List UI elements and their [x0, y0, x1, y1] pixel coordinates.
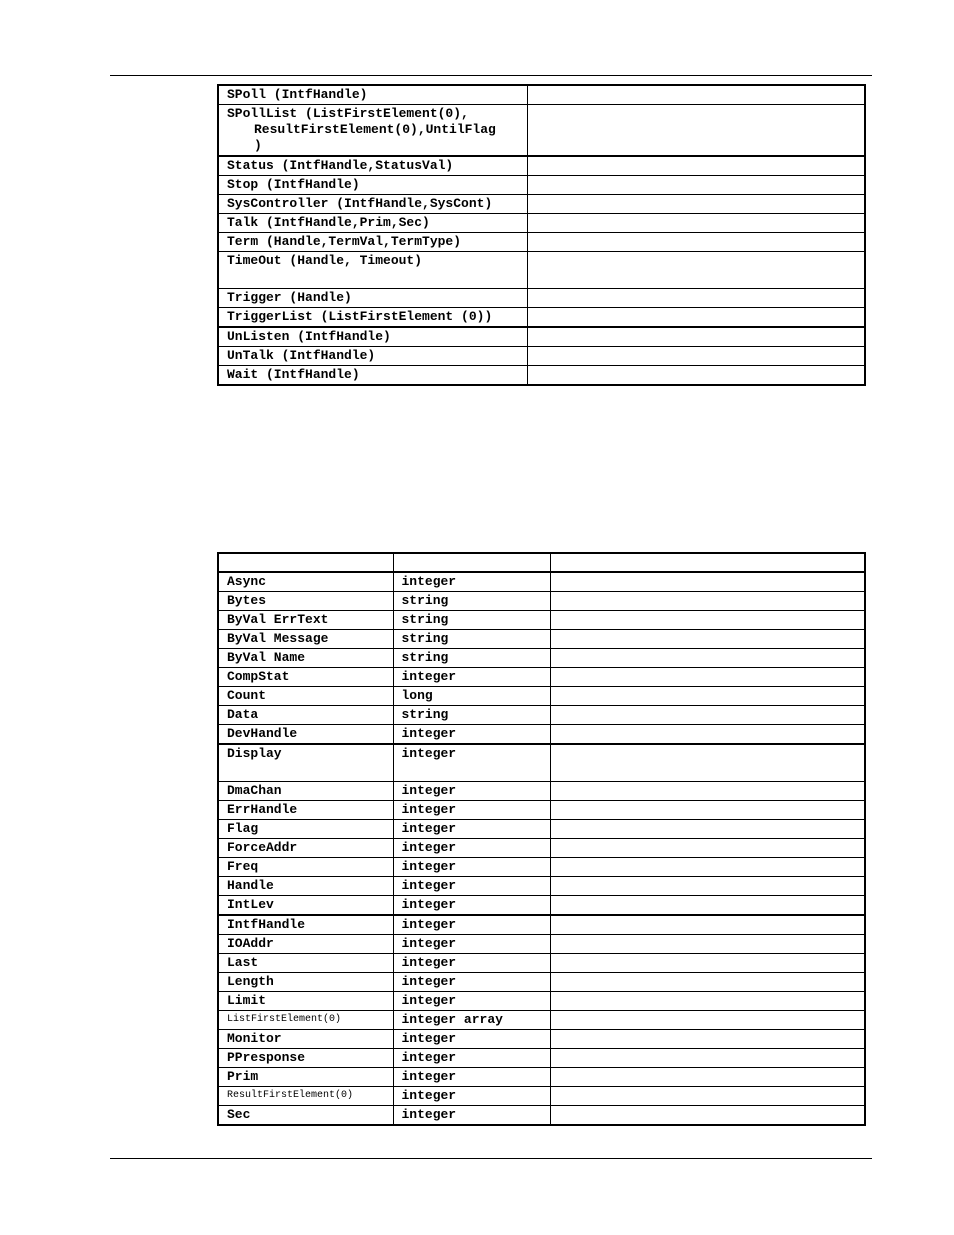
param-name: CompStat [218, 668, 393, 687]
param-name: ForceAddr [218, 838, 393, 857]
function-signature: TriggerList (ListFirstElement (0)) [218, 308, 527, 328]
table-row [218, 327, 865, 347]
param-name: Prim [218, 1067, 393, 1086]
header-cell-type [393, 553, 550, 572]
param-type: integer [393, 1067, 550, 1086]
param-description [550, 572, 865, 592]
param-description [550, 611, 865, 630]
param-description [550, 1029, 865, 1048]
table-row [218, 214, 865, 233]
table-row [218, 915, 865, 935]
param-description [550, 800, 865, 819]
table-row [218, 649, 865, 668]
param-name: Count [218, 687, 393, 706]
param-description [550, 1105, 865, 1125]
param-name: Freq [218, 857, 393, 876]
table-row [218, 857, 865, 876]
param-description [550, 725, 865, 745]
param-type: integer [393, 668, 550, 687]
function-description [527, 156, 865, 176]
param-name: IntLev [218, 895, 393, 915]
param-type: integer [393, 1105, 550, 1125]
param-description [550, 1067, 865, 1086]
table-row [218, 105, 865, 157]
param-type: integer [393, 1029, 550, 1048]
function-signature: SPoll (IntfHandle) [218, 85, 527, 105]
parameter-table [217, 552, 866, 1126]
table-row [218, 252, 865, 289]
param-type: integer [393, 744, 550, 781]
param-name: Async [218, 572, 393, 592]
param-type: integer array [393, 1010, 550, 1029]
param-description [550, 781, 865, 800]
function-description [527, 195, 865, 214]
function-description [527, 347, 865, 366]
table-row [218, 1067, 865, 1086]
function-description [527, 233, 865, 252]
table-row [218, 156, 865, 176]
table-row [218, 781, 865, 800]
param-name: Handle [218, 876, 393, 895]
param-name: ResultFirstElement(0) [218, 1086, 393, 1105]
param-name: Monitor [218, 1029, 393, 1048]
table-row [218, 1105, 865, 1125]
table-row [218, 668, 865, 687]
param-name: IntfHandle [218, 915, 393, 935]
param-name: Sec [218, 1105, 393, 1125]
param-type: integer [393, 1048, 550, 1067]
param-name: Limit [218, 991, 393, 1010]
param-description [550, 649, 865, 668]
param-type: integer [393, 857, 550, 876]
table-row [218, 744, 865, 781]
param-name: IOAddr [218, 934, 393, 953]
param-name: DevHandle [218, 725, 393, 745]
param-type: string [393, 649, 550, 668]
table-row [218, 347, 865, 366]
param-name: PPresponse [218, 1048, 393, 1067]
table-row [218, 366, 865, 386]
table-row [218, 233, 865, 252]
param-type: integer [393, 953, 550, 972]
table-row [218, 308, 865, 328]
table-row [218, 800, 865, 819]
param-type: integer [393, 725, 550, 745]
function-signature: Talk (IntfHandle,Prim,Sec) [218, 214, 527, 233]
table-row [218, 611, 865, 630]
param-type: integer [393, 876, 550, 895]
param-description [550, 934, 865, 953]
param-description [550, 744, 865, 781]
function-description [527, 214, 865, 233]
param-description [550, 668, 865, 687]
table-header-row [218, 553, 865, 572]
table-row [218, 991, 865, 1010]
param-type: string [393, 611, 550, 630]
function-signature: UnListen (IntfHandle) [218, 327, 527, 347]
table-row [218, 1086, 865, 1105]
param-name: Bytes [218, 592, 393, 611]
param-type: integer [393, 915, 550, 935]
param-type: string [393, 630, 550, 649]
param-type: string [393, 592, 550, 611]
function-description [527, 252, 865, 289]
function-signature: Term (Handle,TermVal,TermType) [218, 233, 527, 252]
param-name: ByVal ErrText [218, 611, 393, 630]
param-type: integer [393, 895, 550, 915]
param-type: integer [393, 991, 550, 1010]
function-description [527, 289, 865, 308]
header-cell-description [550, 553, 865, 572]
param-description [550, 1010, 865, 1029]
function-signature: Stop (IntfHandle) [218, 176, 527, 195]
param-description [550, 819, 865, 838]
param-type: integer [393, 819, 550, 838]
param-description [550, 991, 865, 1010]
function-description [527, 366, 865, 386]
param-description [550, 895, 865, 915]
param-name: ByVal Message [218, 630, 393, 649]
function-table [217, 84, 866, 386]
function-signature: Trigger (Handle) [218, 289, 527, 308]
param-type: integer [393, 572, 550, 592]
table-row [218, 725, 865, 745]
param-description [550, 953, 865, 972]
param-name: Display [218, 744, 393, 781]
param-description [550, 1086, 865, 1105]
param-description [550, 687, 865, 706]
function-signature: Wait (IntfHandle) [218, 366, 527, 386]
param-description [550, 1048, 865, 1067]
param-description [550, 706, 865, 725]
param-name: ListFirstElement(0) [218, 1010, 393, 1029]
param-description [550, 838, 865, 857]
footer-rule [110, 1158, 872, 1159]
function-description [527, 327, 865, 347]
function-description [527, 176, 865, 195]
param-type: string [393, 706, 550, 725]
param-name: Length [218, 972, 393, 991]
param-name: Last [218, 953, 393, 972]
table-row [218, 572, 865, 592]
function-signature: SPollList (ListFirstElement(0), ResultFirstElement(0),UntilFlag ) [218, 105, 527, 157]
function-description [527, 105, 865, 157]
function-description [527, 85, 865, 105]
param-type: integer [393, 781, 550, 800]
param-description [550, 915, 865, 935]
table-row [218, 953, 865, 972]
param-description [550, 876, 865, 895]
function-description [527, 308, 865, 328]
param-name: ByVal Name [218, 649, 393, 668]
table-row [218, 1010, 865, 1029]
param-description [550, 857, 865, 876]
param-type: integer [393, 838, 550, 857]
function-signature: UnTalk (IntfHandle) [218, 347, 527, 366]
param-name: ErrHandle [218, 800, 393, 819]
table-row [218, 195, 865, 214]
table-row [218, 687, 865, 706]
table-row [218, 706, 865, 725]
table-row [218, 85, 865, 105]
param-description [550, 972, 865, 991]
function-signature: Status (IntfHandle,StatusVal) [218, 156, 527, 176]
param-type: integer [393, 972, 550, 991]
function-signature: TimeOut (Handle, Timeout) [218, 252, 527, 289]
table-row [218, 819, 865, 838]
table-row [218, 592, 865, 611]
param-description [550, 592, 865, 611]
param-name: Flag [218, 819, 393, 838]
table-row [218, 895, 865, 915]
table-row [218, 289, 865, 308]
param-description [550, 630, 865, 649]
table-row [218, 176, 865, 195]
param-type: integer [393, 800, 550, 819]
table-row [218, 630, 865, 649]
table-row [218, 1029, 865, 1048]
header-rule [110, 75, 872, 76]
table-row [218, 972, 865, 991]
function-signature: SysController (IntfHandle,SysCont) [218, 195, 527, 214]
param-name: DmaChan [218, 781, 393, 800]
table-row [218, 838, 865, 857]
table-row [218, 1048, 865, 1067]
param-type: long [393, 687, 550, 706]
param-name: Data [218, 706, 393, 725]
table-row [218, 934, 865, 953]
param-type: integer [393, 1086, 550, 1105]
table-row [218, 876, 865, 895]
header-cell-name [218, 553, 393, 572]
param-type: integer [393, 934, 550, 953]
